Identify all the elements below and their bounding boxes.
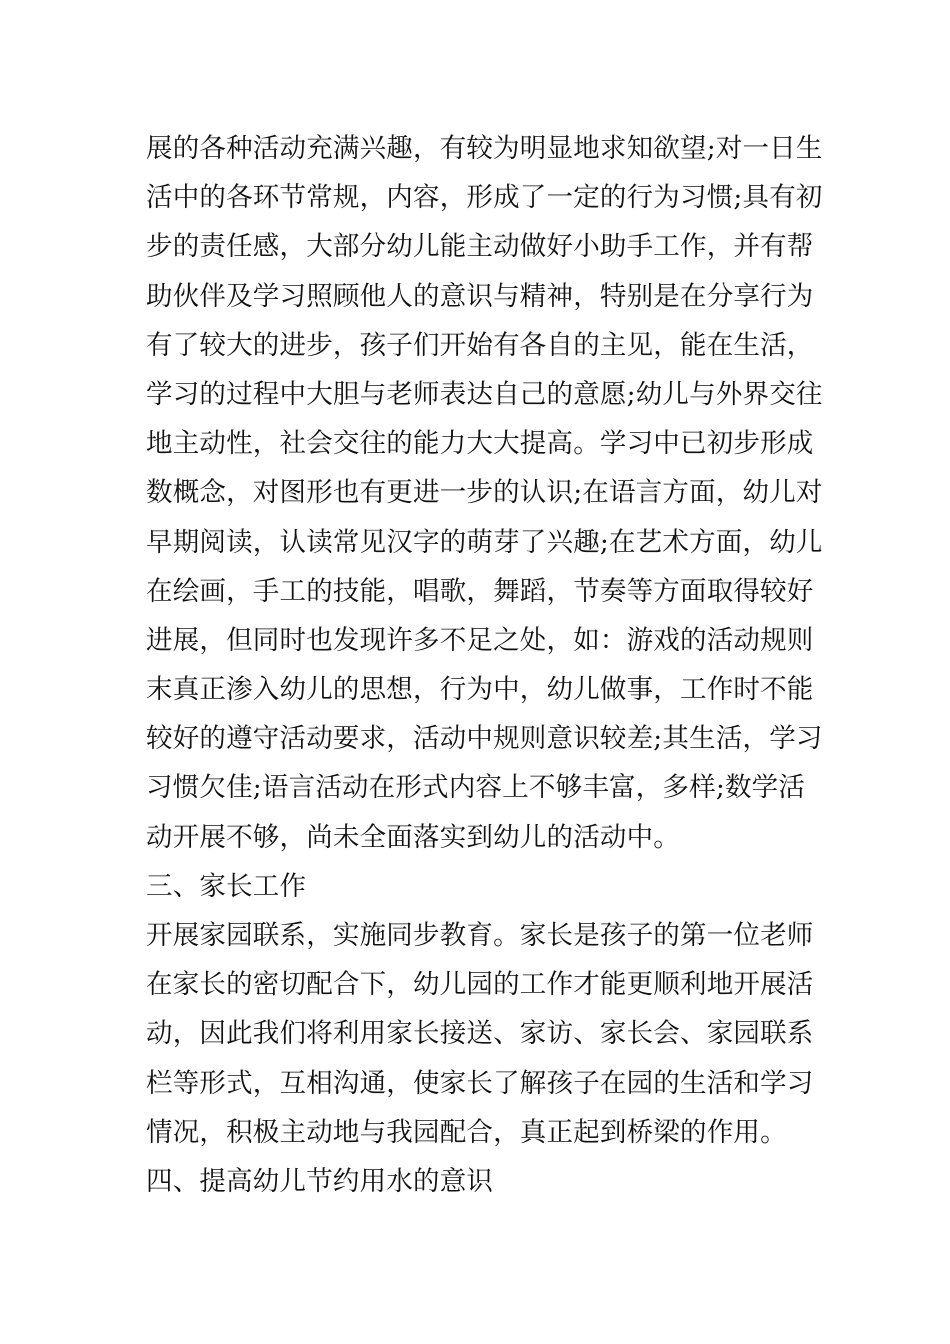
text-line: 在家长的密切配合下，幼儿园的工作才能更顺利地开展活 (146, 969, 814, 1001)
text-line: 动开展不够，尚未全面落实到幼儿的活动中。 (146, 821, 680, 853)
text-line: 开展家园联系，实施同步教育。家长是孩子的第一位老师 (146, 920, 814, 951)
text-line: 栏等形式，互相沟通，使家长了解孩子在园的生活和学习 (146, 1067, 814, 1099)
text-line: 末真正渗入幼儿的思想，行为中，幼儿做事，工作时不能 (146, 674, 814, 706)
text-line: 展的各种活动充满兴趣，有较为明显地求知欲望;对一日生 (146, 133, 823, 164)
text-line: 数概念，对图形也有更进一步的认识;在语言方面，幼儿对 (146, 477, 823, 509)
document-body (146, 124, 823, 1206)
text-line: 步的责任感，大部分幼儿能主动做好小助手工作，并有帮 (146, 231, 814, 263)
text-line: 动，因此我们将利用家长接送、家访、家长会、家园联系 (146, 1018, 814, 1050)
text-line: 地主动性，社会交往的能力大大提高。学习中已初步形成 (146, 428, 814, 460)
text-line: 情况，积极主动地与我园配合，真正起到桥梁的作用。 (146, 1116, 787, 1148)
text-line: 在绘画，手工的技能，唱歌，舞蹈，节奏等方面取得较好 (146, 575, 814, 607)
section-heading-parent-work: 三、家长工作 (146, 870, 307, 902)
text-line: 进展，但同时也发现许多不足之处，如：游戏的活动规则 (146, 624, 814, 656)
text-line: 学习的过程中大胆与老师表达自己的意愿;幼儿与外界交往 (146, 378, 823, 410)
text-line: 助伙伴及学习照顾他人的意识与精神，特别是在分享行为 (146, 280, 814, 312)
text-line: 习惯欠佳;语言活动在形式内容上不够丰富，多样;数学活 (146, 772, 806, 804)
text-line: 早期阅读，认读常见汉字的萌芽了兴趣;在艺术方面，幼儿 (146, 526, 823, 558)
text-line: 活中的各环节常规，内容，形成了一定的行为习惯;具有初 (146, 182, 823, 214)
text-line: 较好的遵守活动要求，活动中规则意识较差;其生活，学习 (146, 723, 823, 755)
text-line: 有了较大的进步，孩子们开始有各自的主见，能在生活， (146, 329, 814, 361)
section-heading-water-saving: 四、提高幼儿节约用水的意识 (146, 1165, 494, 1197)
